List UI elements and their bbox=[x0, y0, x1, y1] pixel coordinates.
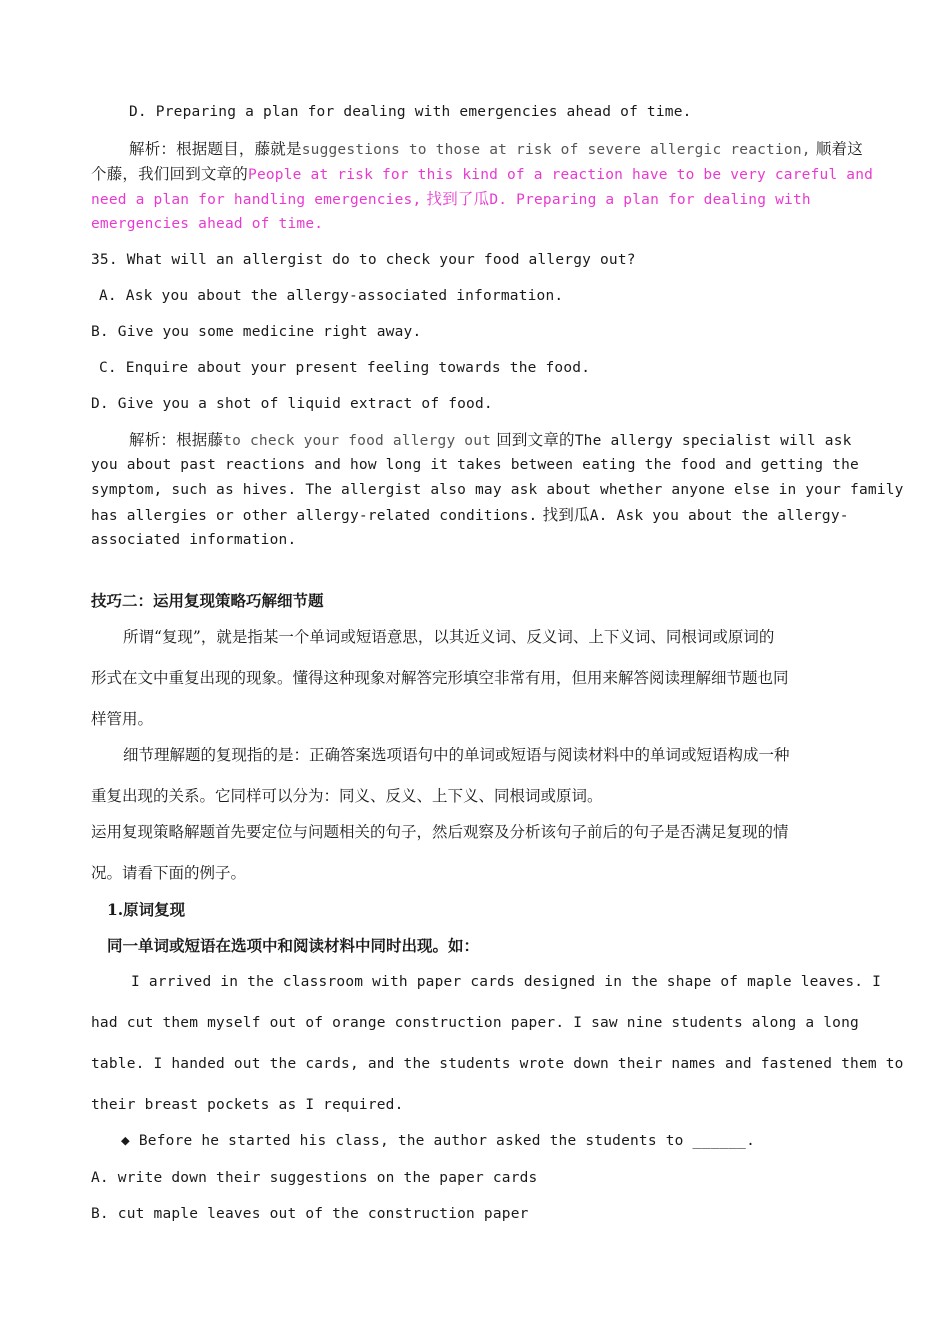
analysis-quote: People at risk for this kind of a reaction have to be very careful and bbox=[248, 167, 874, 183]
tip2-paragraph-3-line-1: 运用复现策略解题首先要定位与问题相关的句子，然后观察及分析该句子前后的句子是否满足复现的情 bbox=[91, 823, 789, 841]
tip2-paragraph-3-line-2: 况。请看下面的例子。 bbox=[91, 864, 247, 882]
tip2-heading: 技巧二：运用复现策略巧解细节题 bbox=[91, 591, 324, 610]
tip2-paragraph-1-line-1: 所谓“复现”，就是指某一个单词或短语意思，以其近义词、反义词、上下义词、同根词或原词的 bbox=[123, 628, 775, 646]
analysis-text: 回到文章的 bbox=[491, 431, 575, 449]
analysis-label: 解析：根据藤 bbox=[129, 431, 224, 449]
q34-analysis-line-2 bbox=[91, 163, 873, 186]
passage-line-3: table. I handed out the cards, and the students wrote down their names and fastened them to bbox=[91, 1056, 904, 1072]
q34-analysis-line-1 bbox=[129, 138, 863, 161]
q35-analysis-line-4 bbox=[91, 504, 849, 527]
q35-option-c: C. Enquire about your present feeling towards the food. bbox=[99, 360, 591, 376]
analysis-vine-text: suggestions to those at risk of severe allergic reaction, bbox=[301, 142, 811, 158]
passage-line-2: had cut them myself out of orange construction paper. I saw nine students along a long bbox=[91, 1015, 859, 1031]
analysis-quote: need a plan for handling emergencies, bbox=[91, 192, 422, 208]
tip2-paragraph-2-line-1: 细节理解题的复现指的是：正确答案选项语句中的单词或短语与阅读材料中的单词或短语构成一种 bbox=[123, 746, 790, 764]
tip2-subheading-description: 同一单词或短语在选项中和阅读材料中同时出现。如： bbox=[107, 936, 480, 955]
passage-line-1: I arrived in the classroom with paper cards designed in the shape of maple leaves. I bbox=[131, 974, 882, 990]
q34-option-d: D. Preparing a plan for dealing with emergencies ahead of time. bbox=[129, 104, 692, 120]
example-option-a: A. write down their suggestions on the paper cards bbox=[91, 1170, 538, 1186]
passage-line-4: their breast pockets as I required. bbox=[91, 1097, 404, 1113]
analysis-found: 找到了瓜 bbox=[421, 190, 490, 208]
analysis-text: 个藤，我们回到文章的 bbox=[91, 165, 249, 183]
q35-option-d: D. Give you a shot of liquid extract of food. bbox=[91, 396, 493, 412]
analysis-answer: A. Ask you about the allergy- bbox=[589, 508, 849, 524]
analysis-label: 解析：根据题目，藤就是 bbox=[129, 140, 302, 158]
q35-analysis-line-3: symptom, such as hives. The allergist also may ask about whether anyone else in your family bbox=[91, 482, 904, 498]
tip2-paragraph-1-line-2: 形式在文中重复出现的现象。懂得这种现象对解答完形填空非常有用，但用来解答阅读理解细节题也同 bbox=[91, 669, 789, 687]
analysis-vine-text: to check your food allergy out bbox=[223, 433, 492, 449]
q35-analysis-line-5: associated information. bbox=[91, 532, 297, 548]
analysis-found: 找到瓜 bbox=[537, 506, 590, 524]
q35-option-b: B. Give you some medicine right away. bbox=[91, 324, 422, 340]
tip2-paragraph-1-line-3: 样管用。 bbox=[91, 710, 154, 728]
analysis-quote: has allergies or other allergy-related conditions. bbox=[91, 508, 538, 524]
q34-analysis-line-3 bbox=[91, 188, 811, 211]
tip2-subheading: 1.原词复现 bbox=[107, 900, 186, 919]
q35-analysis-line-2: you about past reactions and how long it takes between eating the food and getting the bbox=[91, 457, 859, 473]
q35-option-a: A. Ask you about the allergy-associated information. bbox=[99, 288, 564, 304]
example-option-b: B. cut maple leaves out of the construction paper bbox=[91, 1206, 529, 1222]
analysis-quote: The allergy specialist will ask bbox=[574, 433, 852, 449]
analysis-answer: D. Preparing a plan for dealing with bbox=[489, 192, 811, 208]
analysis-text: 顺着这 bbox=[810, 140, 863, 158]
q34-analysis-line-4: emergencies ahead of time. bbox=[91, 216, 324, 232]
tip2-paragraph-2-line-2: 重复出现的关系。它同样可以分为：同义、反义、上下义、同根词或原词。 bbox=[91, 787, 603, 805]
example-question: ◆ Before he started his class, the author asked the students to ______. bbox=[121, 1133, 756, 1149]
q35-question: 35. What will an allergist do to check your food allergy out? bbox=[91, 252, 636, 268]
q35-analysis-line-1 bbox=[129, 429, 852, 452]
